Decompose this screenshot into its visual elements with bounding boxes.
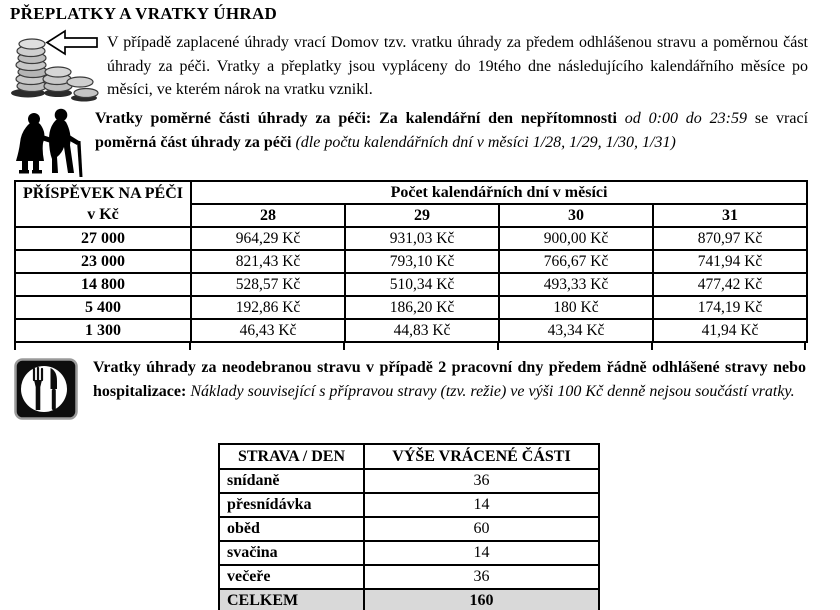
refund-cell: 528,57 Kč xyxy=(191,273,345,296)
meal-refund-bold-lead: Vratky úhrady za neodebranou stravu v případě 2 pracovní dny předem řádně odhlášené stravy nebo hospitalizace: xyxy=(93,359,806,400)
refund-cell: 821,43 Kč xyxy=(191,250,345,273)
care-refund-table xyxy=(14,180,808,343)
care-refund-bold-lead: Vratky poměrné části úhrady za péči: Za kalendářní den nepřítomnosti xyxy=(95,110,617,127)
refund-cell: 900,00 Kč xyxy=(499,227,653,250)
care-refund-time-range: od 0:00 do 23:59 xyxy=(624,110,747,127)
refund-cell: 870,97 Kč xyxy=(653,227,807,250)
table-row xyxy=(15,273,807,296)
refund-cell: 186,20 Kč xyxy=(345,296,499,319)
care-refund-note: (dle počtu kalendářních dní v měsíci 1/28, 1/29, 1/30, 1/31) xyxy=(295,133,676,151)
allowance-cell: 23 000 xyxy=(15,250,191,273)
meal-plate-icon xyxy=(14,356,93,425)
care-table-block xyxy=(14,180,806,350)
meal-amount-cell: 60 xyxy=(364,517,599,541)
care-refund-paragraph xyxy=(95,107,808,154)
refund-cell: 766,67 Kč xyxy=(499,250,653,273)
allowance-cell: 1 300 xyxy=(15,319,191,342)
day-column-header: 31 xyxy=(653,204,807,227)
total-label-cell: CELKEM xyxy=(219,589,364,610)
refund-cell: 931,03 Kč xyxy=(345,227,499,250)
table-row xyxy=(219,517,599,541)
total-row xyxy=(219,589,599,610)
day-column-header: 30 xyxy=(499,204,653,227)
meal-name-cell: přesnídávka xyxy=(219,493,364,517)
table-row xyxy=(219,565,599,589)
table-header-row xyxy=(15,181,807,204)
refund-cell: 174,19 Kč xyxy=(653,296,807,319)
refund-cell: 477,42 Kč xyxy=(653,273,807,296)
meal-amount-cell: 36 xyxy=(364,565,599,589)
allowance-cell: 14 800 xyxy=(15,273,191,296)
table-row xyxy=(219,469,599,493)
refund-cell: 493,33 Kč xyxy=(499,273,653,296)
refund-cell: 43,34 Kč xyxy=(499,319,653,342)
allowance-cell: 27 000 xyxy=(15,227,191,250)
table-row xyxy=(219,493,599,517)
intro-section xyxy=(8,29,808,110)
refund-cell: 41,94 Kč xyxy=(653,319,807,342)
table-row xyxy=(15,227,807,250)
table-row xyxy=(15,296,807,319)
meal-name-cell: snídaně xyxy=(219,469,364,493)
meal-name-cell: svačina xyxy=(219,541,364,565)
page-title: PŘEPLATKY A VRATKY ÚHRAD xyxy=(10,4,278,23)
care-refund-bold-part: poměrná část úhrady za péči xyxy=(95,133,292,151)
refund-cell: 44,83 Kč xyxy=(345,319,499,342)
meal-column-header: STRAVA / DEN xyxy=(219,444,364,469)
meal-refund-table xyxy=(218,443,600,610)
refund-cell: 793,10 Kč xyxy=(345,250,499,273)
table-cutoff-artifact xyxy=(14,343,806,350)
total-value-cell: 160 xyxy=(364,589,599,610)
meal-amount-cell: 14 xyxy=(364,541,599,565)
refund-cell: 180 Kč xyxy=(499,296,653,319)
day-column-header: 29 xyxy=(345,204,499,227)
allowance-cell: 5 400 xyxy=(15,296,191,319)
meal-name-cell: oběd xyxy=(219,517,364,541)
table-row xyxy=(15,319,807,342)
care-table-group-header: Počet kalendářních dní v měsíci xyxy=(191,181,807,204)
meal-amount-cell: 36 xyxy=(364,469,599,493)
amount-column-header: VÝŠE VRÁCENÉ ČÁSTI xyxy=(364,444,599,469)
table-row xyxy=(219,541,599,565)
meal-table-block xyxy=(218,443,600,610)
meal-amount-cell: 14 xyxy=(364,493,599,517)
care-refund-plain: se vrací xyxy=(754,110,809,127)
table-row xyxy=(15,250,807,273)
day-column-header: 28 xyxy=(191,204,345,227)
table-header-row xyxy=(219,444,599,469)
elderly-couple-icon xyxy=(8,107,95,184)
refund-cell: 510,34 Kč xyxy=(345,273,499,296)
meal-name-cell: večeře xyxy=(219,565,364,589)
coins-arrow-icon xyxy=(8,29,107,110)
care-refund-section xyxy=(8,107,808,184)
refund-cell: 741,94 Kč xyxy=(653,250,807,273)
meal-refund-note: Náklady související s přípravou stravy (tzv. režie) ve výši 100 Kč denně nejsou součástí vratky. xyxy=(190,382,795,400)
refund-cell: 192,86 Kč xyxy=(191,296,345,319)
refund-cell: 46,43 Kč xyxy=(191,319,345,342)
meal-refund-section xyxy=(14,356,806,425)
meal-refund-paragraph xyxy=(93,356,806,403)
refund-cell: 964,29 Kč xyxy=(191,227,345,250)
intro-paragraph: V případě zaplacené úhrady vrací Domov tzv. vratku úhrady za předem odhlášenou stravu a poměrnou část úhrady za péči. Vratky a přeplatky jsou vypláceny do 19tého dne následujícího kalendářního měsíce po měsíci, ve kterém nárok na vratku vznikl. xyxy=(107,34,808,98)
care-table-corner-header: PŘÍSPĚVEK NA PÉČI v Kč xyxy=(15,181,191,227)
